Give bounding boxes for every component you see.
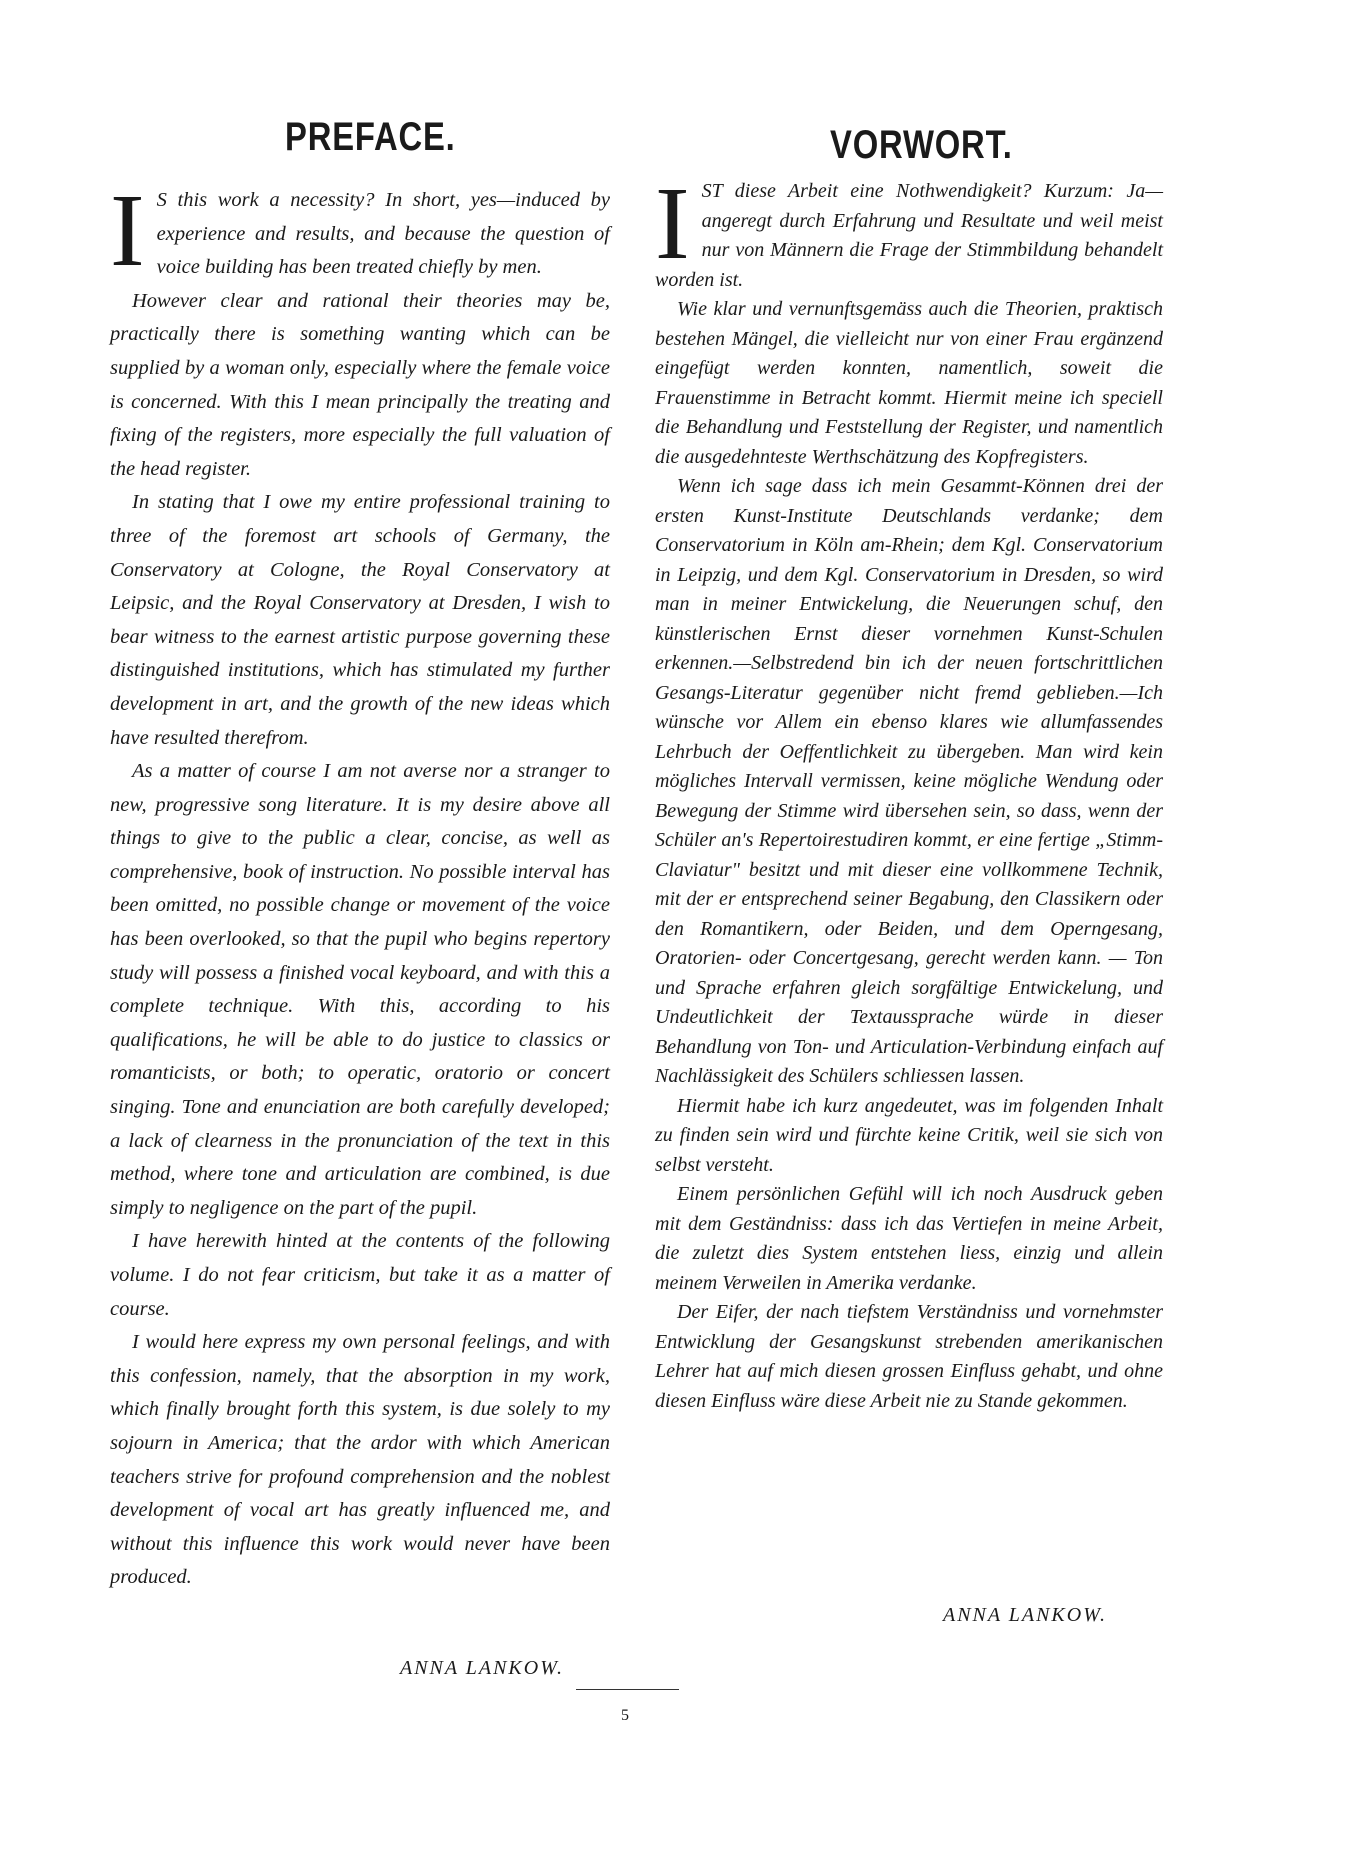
english-paragraph: I would here express my own personal feelings, and with this confession, namely, that the absorption in my work, which finally brought forth this system, is due solely to my sojourn in America; that the ardor with which American teachers strive for profound comprehension and the noblest development of vocal art has greatly influenced me, and without this influence this work would never have been produced. bbox=[110, 1331, 610, 1589]
german-paragraph: Wie klar und vernunftsgemäss auch die Theorien, praktisch bestehen Mängel, die vielleicht nur von einer Frau ergänzend eingefügt werden konnten, namentlich, soweit die Frauenstimme in Betracht kommt. Hiermit meine ich speciell die Behandlung und Feststellung der Register, und namentlich die ausgedehnteste Werthschätzung des Kopfregisters. bbox=[655, 298, 1163, 468]
english-dropcap: I bbox=[110, 173, 145, 288]
english-paragraph: As a matter of course I am not averse nor a stranger to new, progressive song literature. It is my desire above all things to give to the public a clear, concise, as well as comprehensive, book of instruction. No possible interval has been omitted, no possible change or movement of the voice has been overlooked, so that the pupil who begins repertory study will possess a finished vocal keyboard, and with this a complete technique. With this, according to his qualifications, he will be able to do justice to classics or romanticists, or both; to operatic, oratorio or concert singing. Tone and enunciation are both carefully developed; a lack of clearness in the pronunciation of the text in this method, where tone and articulation are combined, is due simply to negligence on the part of the pupil. bbox=[110, 760, 610, 1219]
german-paragraph: Wenn ich sage dass ich mein Gesammt-Können drei der ersten Kunst-Institute Deutschlands verdanke; dem Conservatorium in Köln am-Rhein; dem Kgl. Conservatorium in Leipzig, und dem Kgl. Conservatorium in Dresden, so wird man in meiner Entwickelung, die Neuerungen schuf, den künstlerischen Ernst dieser vornehmen Kunst-Schulen erkennen.—Selbstredend bin ich der neuen fortschrittlichen Gesangs-Literatur gegenüber nicht fremd geblieben.—Ich wünsche vor Allem ein ebenso klares wie allumfassendes Lehrbuch der Oeffentlichkeit zu übergeben. Man wird kein mögliches Intervall vermissen, keine mögliche Wendung oder Bewegung der Stimme wird übersehen sein, so dass, wenn der Schüler an's Repertoirestudiren kommt, er eine fertige „Stimm-Claviatur" besitzt und mit dieser eine vollkommene Technik, mit der er entsprechend seiner Begabung, den Classikern oder den Romantikern, oder Beiden, und dem Operngesang, Oratorien- oder Concertgesang, gerecht werden kann. — Ton und Sprache erfahren gleich sorgfältige Entwickelung, und Undeutlichkeit der Textaussprache würde in dieser Behandlung von Ton- und Articulation-Verbindung einfach auf Nachlässigkeit des Schülers schliessen lassen. bbox=[655, 475, 1163, 1087]
english-paragraph: In stating that I owe my entire professional training to three of the foremost art schools of Germany, the Conservatory at Cologne, the Royal Conservatory at Leipsic, and the Royal Conservatory at Dresden, I wish to bear witness to the earnest artistic purpose governing these distinguished institutions, which has stimulated my further development in art, and the growth of the new ideas which have resulted therefrom. bbox=[110, 491, 610, 749]
english-paragraph: However clear and rational their theories may be, practically there is something wanting which can be supplied by a woman only, especially where the female voice is concerned. With this I mean principally the treating and fixing of the registers, more especially the full valuation of the head register. bbox=[110, 289, 610, 480]
german-text-column bbox=[655, 166, 1163, 1416]
english-text-column bbox=[110, 173, 610, 1595]
german-paragraph: Einem persönlichen Gefühl will ich noch Ausdruck geben mit dem Geständniss: dass ich das Vertiefen in meine Arbeit, die zuletzt dies System entstehen liess, einzig und allein meinem Verweilen in Amerika verdanke. bbox=[655, 1183, 1163, 1294]
page-number: 5 bbox=[621, 1707, 629, 1724]
english-paragraph: I S this work a necessity? In short, yes—induced by experience and results, and because the question of voice building has been treated chiefly by men. bbox=[110, 173, 610, 288]
english-signature: ANNA LANKOW. bbox=[400, 1657, 565, 1679]
german-paragraph: Hiermit habe ich kurz angedeutet, was im folgenden Inhalt zu finden sein wird und fürchte keine Critik, weil sie sich von selbst versteht. bbox=[655, 1094, 1163, 1176]
preface-heading: PREFACE. bbox=[285, 115, 456, 159]
german-dropcap: I bbox=[655, 166, 690, 281]
german-paragraph: IST diese Arbeit eine Nothwendigkeit? Kurzum: Ja—angeregt durch Erfahrung und Resultate und weil meist nur von Männern die Frage der Stimmbildung behandelt worden ist. bbox=[655, 166, 1163, 291]
footer-rule bbox=[576, 1689, 679, 1690]
vorwort-heading: VORWORT. bbox=[830, 123, 1013, 167]
german-signature: ANNA LANKOW. bbox=[943, 1604, 1108, 1626]
german-paragraph: Der Eifer, der nach tiefstem Verständniss und vornehmster Entwicklung der Gesangskunst strebenden amerikanischen Lehrer hat auf mich diesen grossen Einfluss gehabt, und ohne diesen Einfluss wäre diese Arbeit nie zu Stande gekommen. bbox=[655, 1301, 1163, 1412]
english-paragraph: I have herewith hinted at the contents of the following volume. I do not fear criticism, but take it as a matter of course. bbox=[110, 1230, 610, 1320]
